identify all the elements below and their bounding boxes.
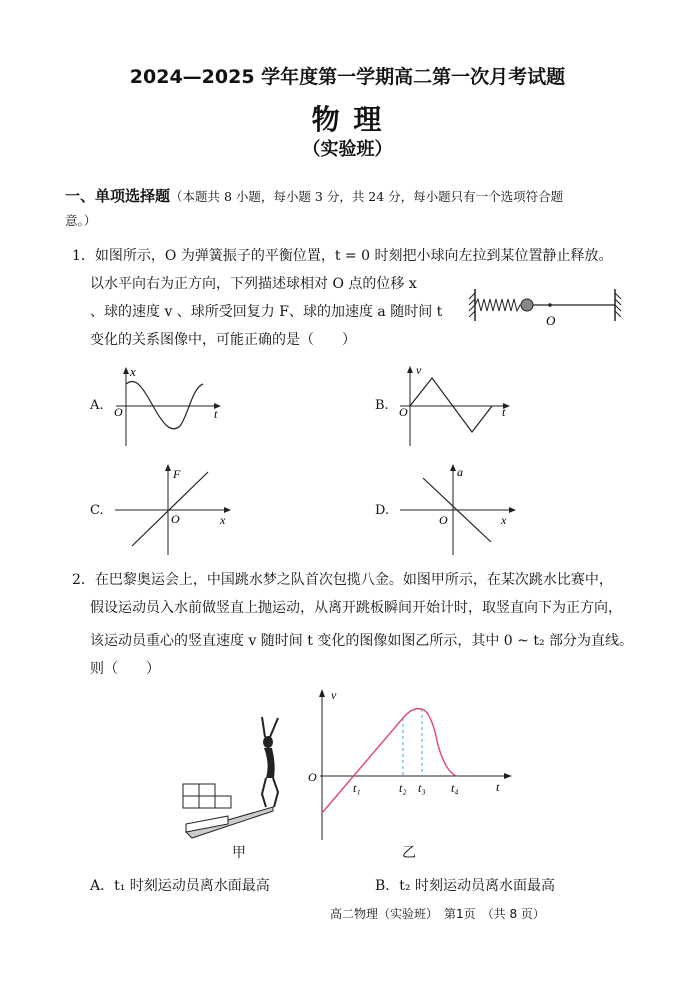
q1-line4: 变化的关系图像中，可能正确的是（ ） xyxy=(90,332,356,348)
option-c-label[interactable]: C. xyxy=(90,503,104,518)
q2-line1: 2．在巴黎奥运会上，中国跳水梦之队首次包揽八金。如图甲所示，在某次跳水比赛中， xyxy=(72,572,613,588)
q1-line3: 、球的速度 v 、球所受回复力 F、球的加速度 a 随时间 t xyxy=(90,304,443,320)
section-note-cont: 意。） xyxy=(65,213,97,228)
fig-o-label: O xyxy=(546,313,556,328)
section-heading xyxy=(65,184,635,233)
q1-line2: 以水平向右为正方向，下列描述球相对 O 点的位移 x xyxy=(90,276,417,292)
class-label: （实验班） xyxy=(302,139,393,160)
section-title: 一、单项选择题 xyxy=(65,187,171,205)
b-x-label: t xyxy=(502,405,506,419)
graph-t4-label: t₄ xyxy=(451,781,459,795)
d-y-label: a xyxy=(457,465,463,479)
graph-y-label: v xyxy=(331,688,337,702)
graph-t1-label: t₁ xyxy=(353,781,361,795)
b-y-label: v xyxy=(416,364,422,377)
b-o-label: O xyxy=(399,405,408,419)
subject-title: 物 理 xyxy=(311,103,384,136)
fig-yi-label: 乙 xyxy=(402,845,416,861)
exam-title: 2024—2025 学年度第一学期高二第一次月考试题 xyxy=(129,66,566,88)
q2-line4: 则（ ） xyxy=(90,661,160,677)
q2-option-a[interactable]: A．t₁ 时刻运动员离水面最高 xyxy=(90,878,270,894)
option-a-label[interactable]: A. xyxy=(90,398,104,413)
a-o-label: O xyxy=(114,405,123,419)
graph-x-label: t xyxy=(496,780,500,794)
option-a-graph[interactable] xyxy=(108,366,228,448)
q2-line2: 假设运动员入水前做竖直上抛运动，从离开跳板瞬间开始计时，取竖直向下为正方向， xyxy=(90,600,622,616)
q1-line1: 1．如图所示，O 为弹簧振子的平衡位置，t = 0 时刻把小球向左拉到某位置静止释放。 xyxy=(72,248,613,264)
spring-oscillator-figure xyxy=(465,285,630,330)
option-c-graph[interactable] xyxy=(110,462,240,557)
q2-line3: 该运动员重心的竖直速度 v 随时间 t 变化的图像如图乙所示，其中 0 ~ t₂ 部分为直线。 xyxy=(90,633,634,649)
fig-jia-label: 甲 xyxy=(232,845,246,861)
c-x-label: x xyxy=(220,513,226,527)
option-b-label[interactable]: B. xyxy=(375,398,389,413)
velocity-time-graph xyxy=(300,685,515,843)
d-o-label: O xyxy=(439,513,448,527)
graph-o-label: O xyxy=(308,770,317,784)
graph-t2-label: t₂ xyxy=(399,781,407,795)
q2-option-b[interactable]: B．t₂ 时刻运动员离水面最高 xyxy=(375,878,555,894)
c-o-label: O xyxy=(171,512,180,526)
section-note: （本题共 8 小题，每小题 3 分，共 24 分，每小题只有一个选项符合题 xyxy=(170,189,564,204)
d-x-label: x xyxy=(501,513,507,527)
a-x-label: t xyxy=(214,407,218,421)
page-footer: 高二物理（实验班） 第1页 （共 8 页） xyxy=(330,907,545,921)
a-y-label: x xyxy=(130,366,136,379)
diver-figure xyxy=(178,712,288,842)
c-y-label: F xyxy=(173,467,181,481)
option-d-graph[interactable] xyxy=(395,462,525,557)
graph-t3-label: t₃ xyxy=(418,781,426,795)
option-d-label[interactable]: D. xyxy=(375,503,390,518)
option-b-graph[interactable] xyxy=(392,364,517,448)
